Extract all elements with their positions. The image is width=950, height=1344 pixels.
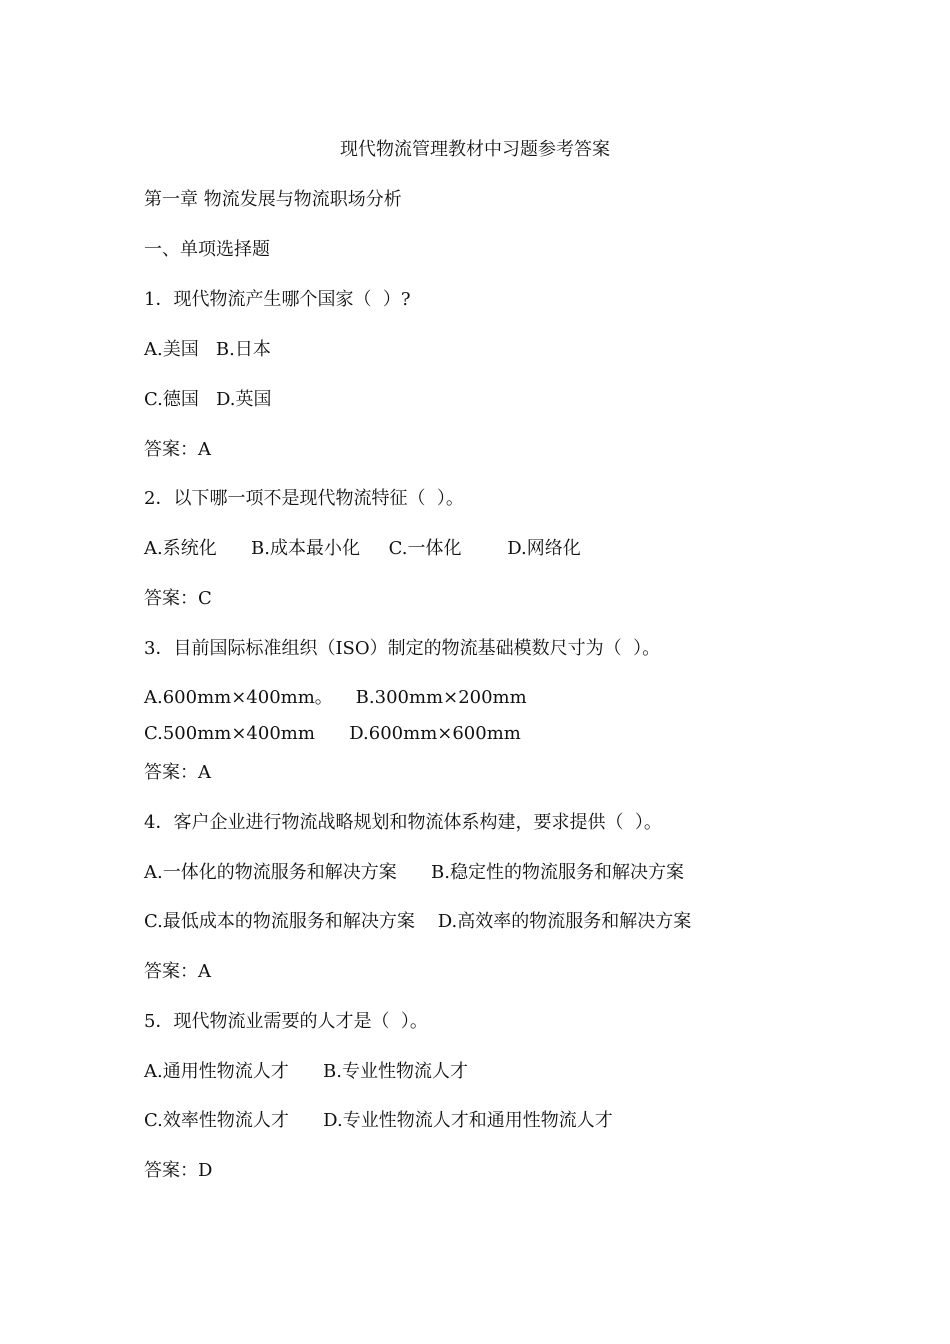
question-4-options-line-2: C.最低成本的物流服务和解决方案 D.高效率的物流服务和解决方案: [144, 911, 692, 932]
question-1: 1．现代物流产生哪个国家（ ）?: [144, 289, 411, 310]
question-4-options-line-1: A.一体化的物流服务和解决方案 B.稳定性的物流服务和解决方案: [144, 862, 684, 883]
page-title: 现代物流管理教材中习题参考答案: [340, 139, 610, 160]
question-1-options-line-1: A.美国 B.日本: [144, 339, 271, 360]
question-3-options-line-2: C.500mm×400mm D.600mm×600mm: [144, 723, 521, 744]
question-5-answer: 答案：D: [144, 1160, 213, 1181]
section-heading: 一、单项选择题: [144, 239, 270, 260]
question-3-options-line-1: A.600mm×400mm。 B.300mm×200mm: [144, 687, 527, 708]
question-3: 3．目前国际标准组织（ISO）制定的物流基础模数尺寸为（ ）。: [144, 638, 661, 659]
question-3-answer: 答案：A: [144, 762, 211, 783]
question-1-options-line-2: C.德国 D.英国: [144, 389, 272, 410]
question-2-options-line-1: A.系统化 B.成本最小化 C.一体化 D.网络化: [144, 538, 581, 559]
question-5: 5．现代物流业需要的人才是（ ）。: [144, 1011, 428, 1032]
question-4-answer: 答案：A: [144, 961, 211, 982]
question-2-answer: 答案：C: [144, 588, 212, 609]
question-1-answer: 答案：A: [144, 439, 211, 460]
question-5-options-line-1: A.通用性物流人才 B.专业性物流人才: [144, 1061, 468, 1082]
question-2: 2．以下哪一项不是现代物流特征（ ）。: [144, 488, 464, 509]
chapter-heading: 第一章 物流发展与物流职场分析: [144, 189, 402, 210]
question-5-options-line-2: C.效率性物流人才 D.专业性物流人才和通用性物流人才: [144, 1110, 613, 1131]
question-4: 4．客户企业进行物流战略规划和物流体系构建，要求提供（ ）。: [144, 812, 662, 833]
